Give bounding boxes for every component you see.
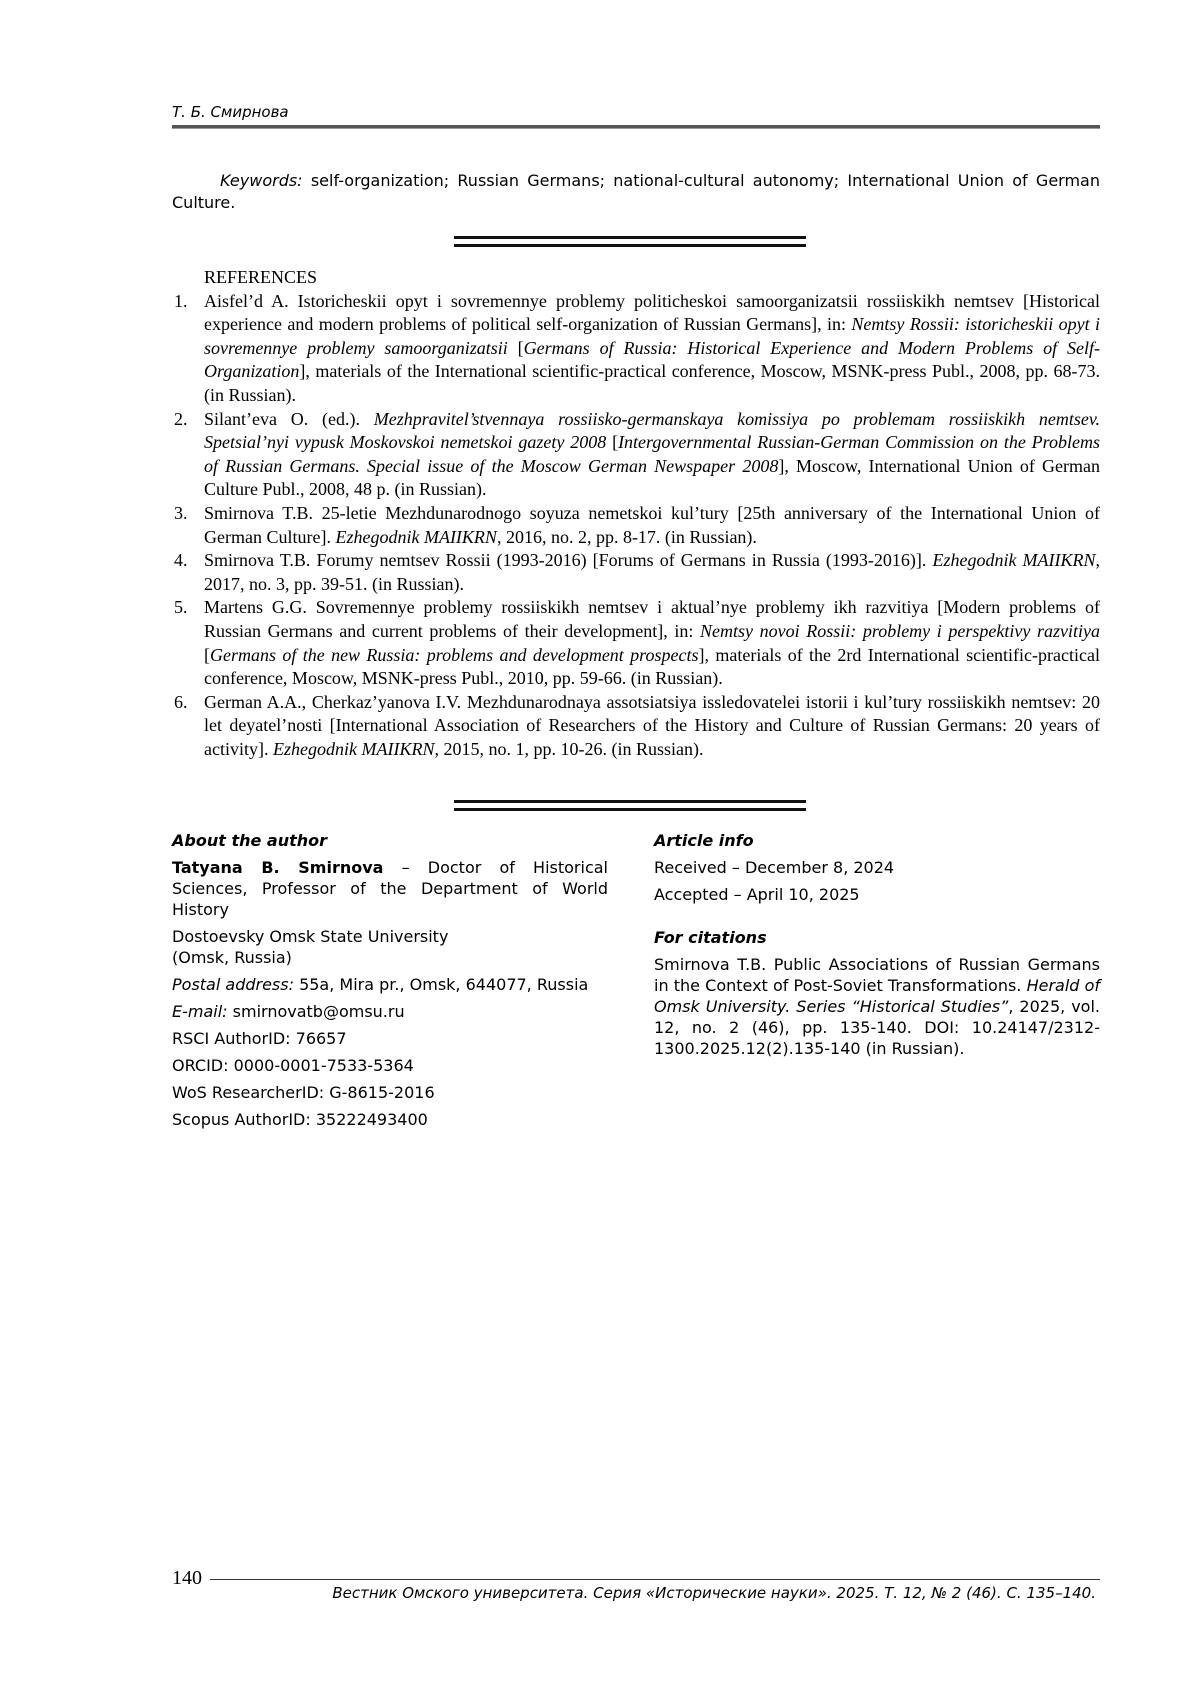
reference-text: Aisfel’d A. Istoricheskii opyt i sovremennye problemy politicheskoi samoorganizatsii rossiiskikh nemtsev [Historical experience and modern problems of political self-organization of Russian Germans], in: bbox=[204, 290, 1100, 335]
references-list bbox=[172, 290, 1100, 762]
reference-item bbox=[172, 691, 1100, 762]
footer-journal: Вестник Омского университета. Серия «Исторические науки». 2025. Т. 12, № 2 (46). С. 135–140. bbox=[332, 1584, 1096, 1602]
keywords-block bbox=[172, 170, 1100, 214]
reference-text: [ bbox=[507, 337, 524, 358]
keywords-label: Keywords: bbox=[220, 171, 303, 190]
reference-title-translated: Germans of the new Russia: problems and development prospects bbox=[210, 644, 699, 665]
reference-text: , 2015, no. 1, pp. 10-26. (in Russian). bbox=[434, 738, 704, 759]
postal-value: 55a, Mira pr., Omsk, 644077, Russia bbox=[293, 975, 589, 994]
header-author: Т. Б. Смирнова bbox=[172, 103, 289, 121]
reference-title-original: Nemtsy Rossii: istoricheskii opyt i sovremennye problemy samoorganizatsii bbox=[204, 314, 1101, 358]
reference-title-original: Mezhpravitel’stvennaya rossiisko-germanskaya komissiya po problemam rossiiskikh nemtsev. Spetsial’nyi vypusk Moskovskoi nemetskoi gazety 2008 bbox=[204, 408, 1100, 453]
reference-item bbox=[172, 549, 1100, 596]
section-divider bbox=[454, 236, 806, 247]
reference-text: Silant’eva O. (ed.). bbox=[204, 408, 374, 429]
reference-text: ], Moscow, International Union of German Culture Publ., 2008, 48 p. (in Russian). bbox=[204, 455, 1101, 500]
citation-text bbox=[654, 954, 1100, 1059]
author-name: Tatyana B. Smirnova bbox=[172, 858, 384, 877]
author-position: – Doctor of Historical Sciences, Professor of the Department of World History bbox=[172, 858, 608, 919]
reference-title-original: Nemtsy novoi Rossii: problemy i perspektivy razvitiya bbox=[700, 620, 1100, 641]
citation-title: For citations bbox=[654, 928, 767, 947]
reference-number: 2. bbox=[174, 408, 188, 429]
reference-text: [ bbox=[606, 432, 619, 453]
citation-details: , 2025, vol. 12, no. 2 (46), pp. 135-140. DOI: 10.24147/2312-1300.2025.12(2).135-140 (in Russian). bbox=[654, 997, 1100, 1058]
keywords-text: self-organization; Russian Germans; national-cultural autonomy; International Union of German Culture. bbox=[172, 171, 1100, 212]
author-city: (Omsk, Russia) bbox=[172, 948, 292, 967]
reference-text: ], materials of the 2rd International scientific-practical conference, Moscow, MSNK-press Publ., 2010, pp. 59-66. (in Russian). bbox=[204, 644, 1100, 689]
reference-item bbox=[172, 596, 1100, 690]
article-info-column bbox=[654, 830, 1100, 1065]
reference-number: 5. bbox=[174, 597, 188, 618]
citation-journal: Herald of Omsk University. Series “Historical Studies” bbox=[654, 976, 1100, 1016]
author-orcid: ORCID: 0000-0001-7533-5364 bbox=[172, 1056, 414, 1075]
references-section bbox=[172, 266, 1100, 761]
reference-journal: Ezhegodnik MAIIKRN bbox=[932, 550, 1096, 571]
reference-item bbox=[172, 408, 1100, 502]
reference-text: ], materials of the International scientific-practical conference, Moscow, MSNK-press Publ., 2008, pp. 68-73. (in Russian). bbox=[204, 361, 1100, 405]
reference-text: German A.A., Cherkaz’yanova I.V. Mezhdunarodnaya assotsiatsiya issledovatelei istorii i kul’tury rossiiskikh nemtsev: 20 let deyatel’nosti [International Association of Researchers of the History and Culture of Russian Germans: 20 years of activity]. bbox=[204, 691, 1100, 759]
reference-number: 3. bbox=[174, 502, 188, 523]
reference-journal: Ezhegodnik MAIIKRN bbox=[335, 526, 497, 547]
reference-title-translated: Germans of Russia: Historical Experience and Modern Problems of Self-Organization bbox=[204, 337, 1101, 382]
article-received: Received – December 8, 2024 bbox=[654, 858, 895, 877]
reference-journal: Ezhegodnik MAIIKRN bbox=[272, 738, 435, 759]
author-affiliation bbox=[172, 926, 608, 968]
author-description bbox=[172, 857, 608, 920]
postal-label: Postal address: bbox=[172, 975, 294, 994]
page-footer bbox=[172, 1567, 1100, 1602]
reference-text: , 2016, no. 2, pp. 8-17. (in Russian). bbox=[496, 526, 757, 547]
article-info-title: Article info bbox=[654, 831, 754, 850]
author-postal bbox=[172, 974, 608, 995]
reference-number: 4. bbox=[174, 550, 188, 571]
reference-number: 1. bbox=[174, 290, 188, 311]
author-wos: WoS ResearcherID: G-8615-2016 bbox=[172, 1083, 435, 1102]
reference-item bbox=[172, 502, 1100, 549]
reference-text: Smirnova T.B. 25-letie Mezhdunarodnogo soyuza nemetskoi kul’tury [25th anniversary of the International Union of German Culture]. bbox=[204, 502, 1100, 547]
page-number: 140 bbox=[172, 1567, 202, 1589]
reference-text: , 2017, no. 3, pp. 39-51. (in Russian). bbox=[204, 550, 1100, 594]
author-university: Dostoevsky Omsk State University bbox=[172, 927, 449, 946]
reference-text: [ bbox=[204, 644, 210, 665]
running-header bbox=[172, 103, 1100, 129]
section-divider bbox=[454, 800, 806, 811]
citation-authors: Smirnova T.B. Public Associations of Russian Germans in the Context of Post-Soviet Transformations. bbox=[654, 955, 1100, 995]
author-scopus: Scopus AuthorID: 35222493400 bbox=[172, 1110, 428, 1129]
author-rsci: RSCI AuthorID: 76657 bbox=[172, 1029, 347, 1048]
about-author-title: About the author bbox=[172, 831, 328, 850]
email-value[interactable]: smirnovatb@omsu.ru bbox=[227, 1002, 405, 1021]
reference-text: Smirnova T.B. Forumy nemtsev Rossii (1993-2016) [Forums of Germans in Russia (1993-2016)]. bbox=[204, 550, 933, 571]
footer-rule bbox=[210, 1579, 1100, 1580]
email-label: E-mail: bbox=[172, 1002, 228, 1021]
reference-item bbox=[172, 290, 1100, 408]
reference-text: Martens G.G. Sovremennye problemy rossiiskikh nemtsev i aktual’nye problemy ikh razvitiya [Modern problems of Russian Germans and current problems of their development], in: bbox=[204, 597, 1100, 641]
references-heading: REFERENCES bbox=[204, 267, 318, 287]
about-author-column bbox=[172, 830, 608, 1136]
reference-title-translated: Intergovernmental Russian-German Commission on the Problems of Russian Germans. Special issue of the Moscow German Newspaper 2008 bbox=[204, 432, 1100, 476]
reference-number: 6. bbox=[174, 691, 188, 712]
author-email bbox=[172, 1001, 608, 1022]
header-rule bbox=[172, 125, 1100, 129]
article-accepted: Accepted – April 10, 2025 bbox=[654, 885, 860, 904]
